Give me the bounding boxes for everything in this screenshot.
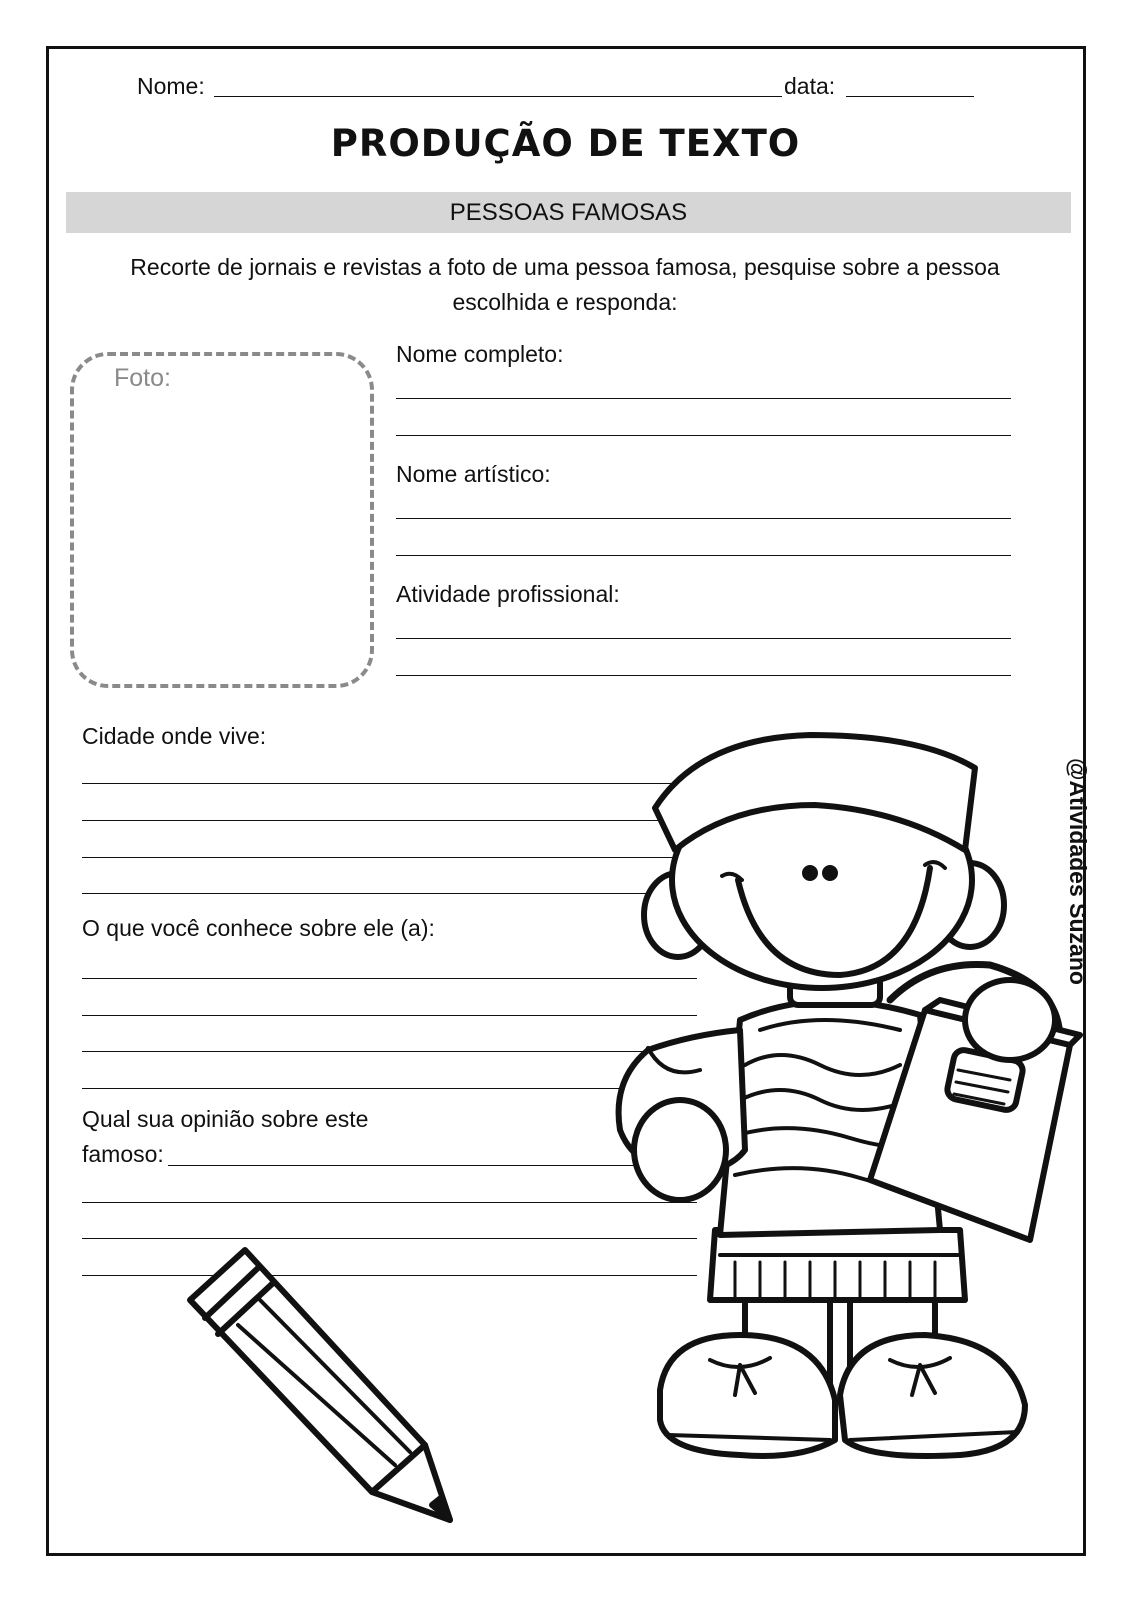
city-label: Cidade onde vive: — [82, 723, 267, 749]
opinion-line-1[interactable] — [168, 1165, 697, 1166]
full-name-label: Nome completo: — [396, 341, 564, 367]
city-line-4[interactable] — [82, 893, 697, 894]
opinion-label: Qual sua opinião sobre este — [82, 1106, 369, 1132]
stage-name-line-1[interactable] — [396, 518, 1011, 519]
stage-name-label: Nome artístico: — [396, 461, 551, 487]
instructions-text: Recorte de jornais e revistas a foto de uma pessoa famosa, pesquise sobre a pessoa escolhida e responda: — [130, 254, 1000, 315]
city-line-3[interactable] — [82, 857, 697, 858]
full-name-line-1[interactable] — [396, 398, 1011, 399]
subject-bar: PESSOAS FAMOSAS — [66, 192, 1071, 233]
opinion-label-cont: famoso: — [82, 1141, 164, 1167]
knowledge-line-4[interactable] — [82, 1088, 697, 1089]
opinion-line-2[interactable] — [82, 1202, 697, 1203]
knowledge-line-2[interactable] — [82, 1015, 697, 1016]
profession-label: Atividade profissional: — [396, 581, 620, 607]
profession-line-2[interactable] — [396, 675, 1011, 676]
full-name-line-2[interactable] — [396, 435, 1011, 436]
knowledge-label: O que você conhece sobre ele (a): — [82, 915, 435, 941]
page-title: PRODUÇÃO DE TEXTO — [330, 122, 801, 165]
knowledge-line-3[interactable] — [82, 1051, 697, 1052]
date-label: data: — [784, 73, 836, 99]
city-line-2[interactable] — [82, 820, 697, 821]
knowledge-line-1[interactable] — [82, 978, 697, 979]
profession-line-1[interactable] — [396, 638, 1011, 639]
photo-label: Foto: — [114, 364, 171, 392]
date-field-line[interactable] — [846, 96, 974, 97]
name-label: Nome: — [137, 73, 205, 99]
stage-name-line-2[interactable] — [396, 555, 1011, 556]
city-line-1[interactable] — [82, 783, 697, 784]
opinion-line-4[interactable] — [82, 1275, 697, 1276]
opinion-line-3[interactable] — [82, 1238, 697, 1239]
watermark: @Atividades Suzano — [1065, 758, 1091, 985]
photo-box[interactable] — [70, 352, 374, 688]
name-field-line[interactable] — [214, 96, 782, 97]
